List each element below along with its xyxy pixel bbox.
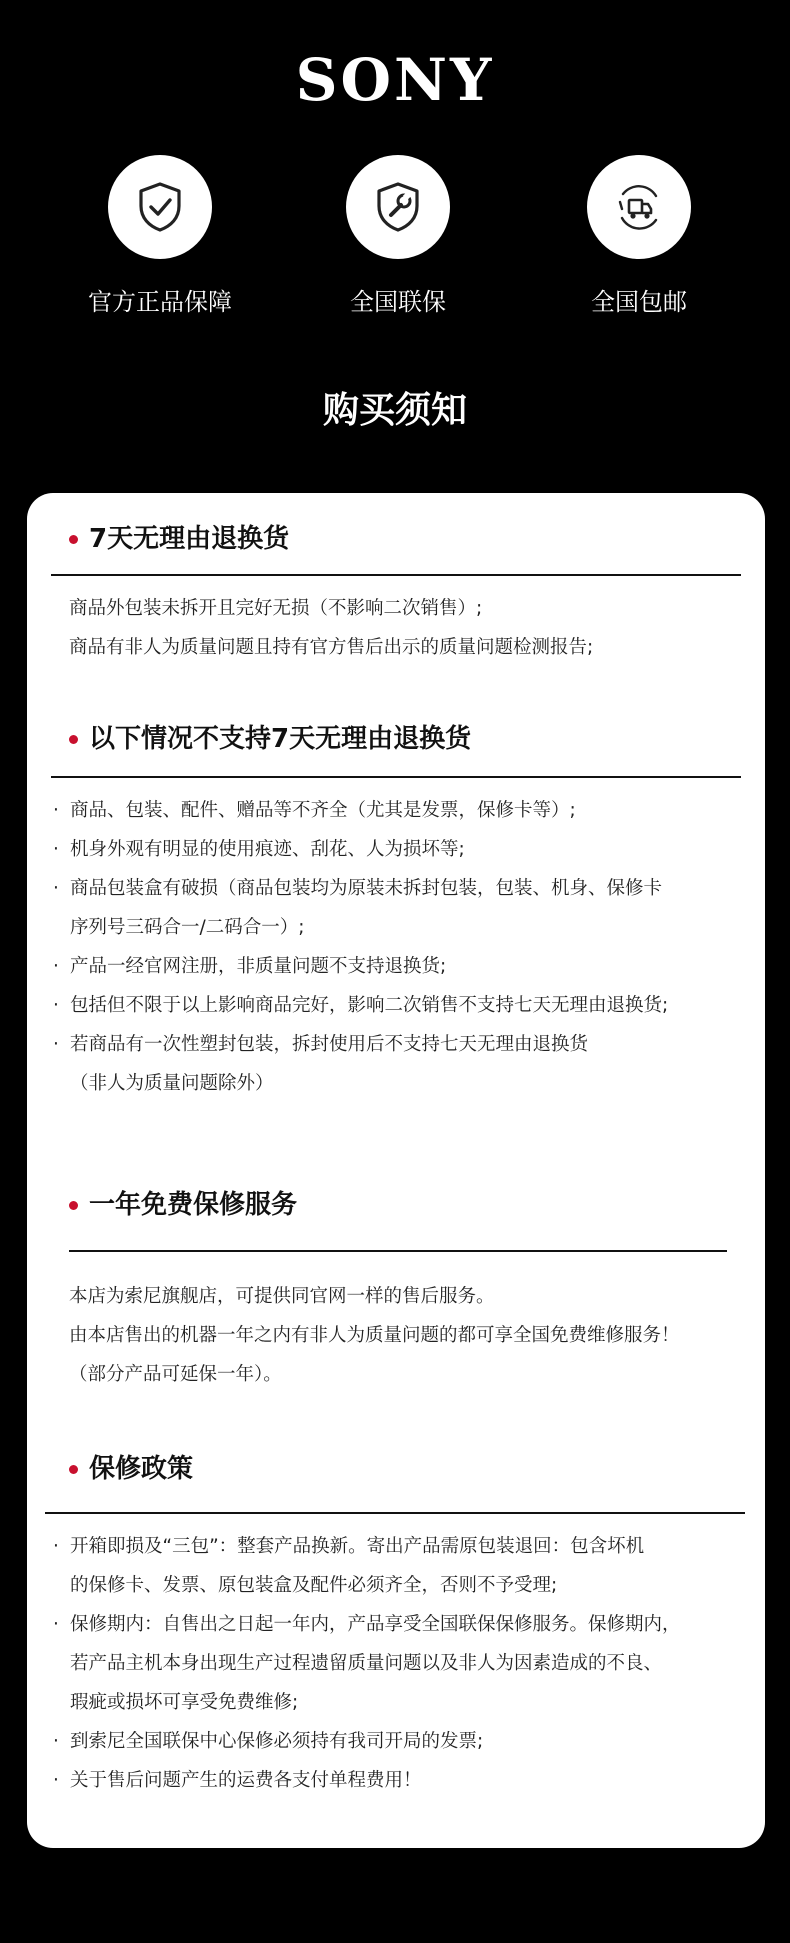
feature-label-warranty: 全国联保 (350, 288, 446, 316)
bullet-icon: · (53, 956, 59, 977)
bullet-icon: · (53, 1536, 59, 1557)
text-line: 本店为索尼旗舰店，可提供同官网一样的售后服务。 (69, 1286, 495, 1307)
bullet-icon: · (53, 839, 59, 860)
red-dot-icon (69, 1465, 78, 1474)
exclusion-list (53, 791, 668, 1103)
feature-warranty (288, 155, 508, 317)
section-title: 以下情况不支持7天无理由退换货 (89, 724, 472, 754)
list-item: · 开箱即损及“三包”：整套产品换新。寄出产品需原包装退回：包含坏机 的保修卡、发票、原包装盒及配件必须齐全，否则不予受理; (53, 1527, 681, 1605)
bullet-icon: · (53, 1731, 59, 1752)
list-item: · 若商品有一次性塑封包装，拆封使用后不支持七天无理由退换货 （非人为质量问题除外） (53, 1025, 668, 1103)
bullet-icon: · (53, 1034, 59, 1055)
text-line: 由本店售出的机器一年之内有非人为质量问题的都可享全国免费维修服务！ (69, 1325, 680, 1346)
bullet-icon: · (53, 1770, 59, 1791)
shield-check-icon (108, 155, 212, 259)
section-divider (69, 1250, 727, 1252)
section-return-7-days (27, 517, 765, 561)
section-warranty (27, 1183, 765, 1227)
warranty-info (69, 1277, 680, 1394)
list-item: · 保修期内：自售出之日起一年内，产品享受全国联保保修服务。保修期内， 若产品主机本身出现生产过程遗留质量问题以及非人为因素造成的不良、 瑕疵或损坏可享受免费维修; (53, 1605, 681, 1722)
bullet-icon: · (53, 1614, 59, 1635)
list-item: · 关于售后问题产生的运费各支付单程费用！ (53, 1761, 681, 1800)
brand-logo: SONY (295, 46, 495, 114)
notice-title: 购买须知 (322, 390, 467, 431)
list-item: · 商品、包装、配件、赠品等不齐全（尤其是发票，保修卡等）; (53, 791, 668, 830)
shield-wrench-icon (346, 155, 450, 259)
list-item: · 机身外观有明显的使用痕迹、刮花、人为损坏等; (53, 830, 668, 869)
section-divider (45, 1512, 745, 1514)
red-dot-icon (69, 1201, 78, 1210)
red-dot-icon (69, 735, 78, 744)
section-title: 7天无理由退换货 (89, 524, 290, 554)
section-title: 一年免费保修服务 (89, 1190, 298, 1220)
text-line: 商品外包装未拆开且完好无损（不影响二次销售）; (69, 598, 483, 619)
notice-card (27, 493, 765, 1848)
list-item: · 包括但不限于以上影响商品完好，影响二次销售不支持七天无理由退换货; (53, 986, 668, 1025)
feature-label-genuine: 官方正品保障 (88, 288, 232, 316)
feature-label-shipping: 全国包邮 (591, 288, 687, 316)
list-item: · 商品包装盒有破损（商品包装均为原装未拆封包装，包装、机身、保修卡 序列号三码合一/二码合一）; (53, 869, 668, 947)
red-dot-icon (69, 535, 78, 544)
section-exclusions (27, 717, 765, 761)
text-line: 商品有非人为质量问题且持有官方售后出示的质量问题检测报告; (69, 637, 594, 658)
list-item: · 到索尼全国联保中心保修必须持有我司开局的发票; (53, 1722, 681, 1761)
delivery-truck-icon (587, 155, 691, 259)
text-line: （部分产品可延保一年）。 (69, 1364, 282, 1385)
section-divider (51, 776, 741, 778)
bullet-icon: · (53, 995, 59, 1016)
section-policy (27, 1447, 765, 1491)
feature-genuine (50, 155, 270, 317)
policy-list (53, 1527, 681, 1800)
section-title: 保修政策 (89, 1454, 194, 1484)
bullet-icon: · (53, 878, 59, 899)
return-conditions (69, 589, 593, 667)
section-divider (51, 574, 741, 576)
feature-shipping (529, 155, 749, 317)
list-item: · 产品一经官网注册，非质量问题不支持退换货; (53, 947, 668, 986)
feature-list (0, 155, 790, 335)
bullet-icon: · (53, 800, 59, 821)
